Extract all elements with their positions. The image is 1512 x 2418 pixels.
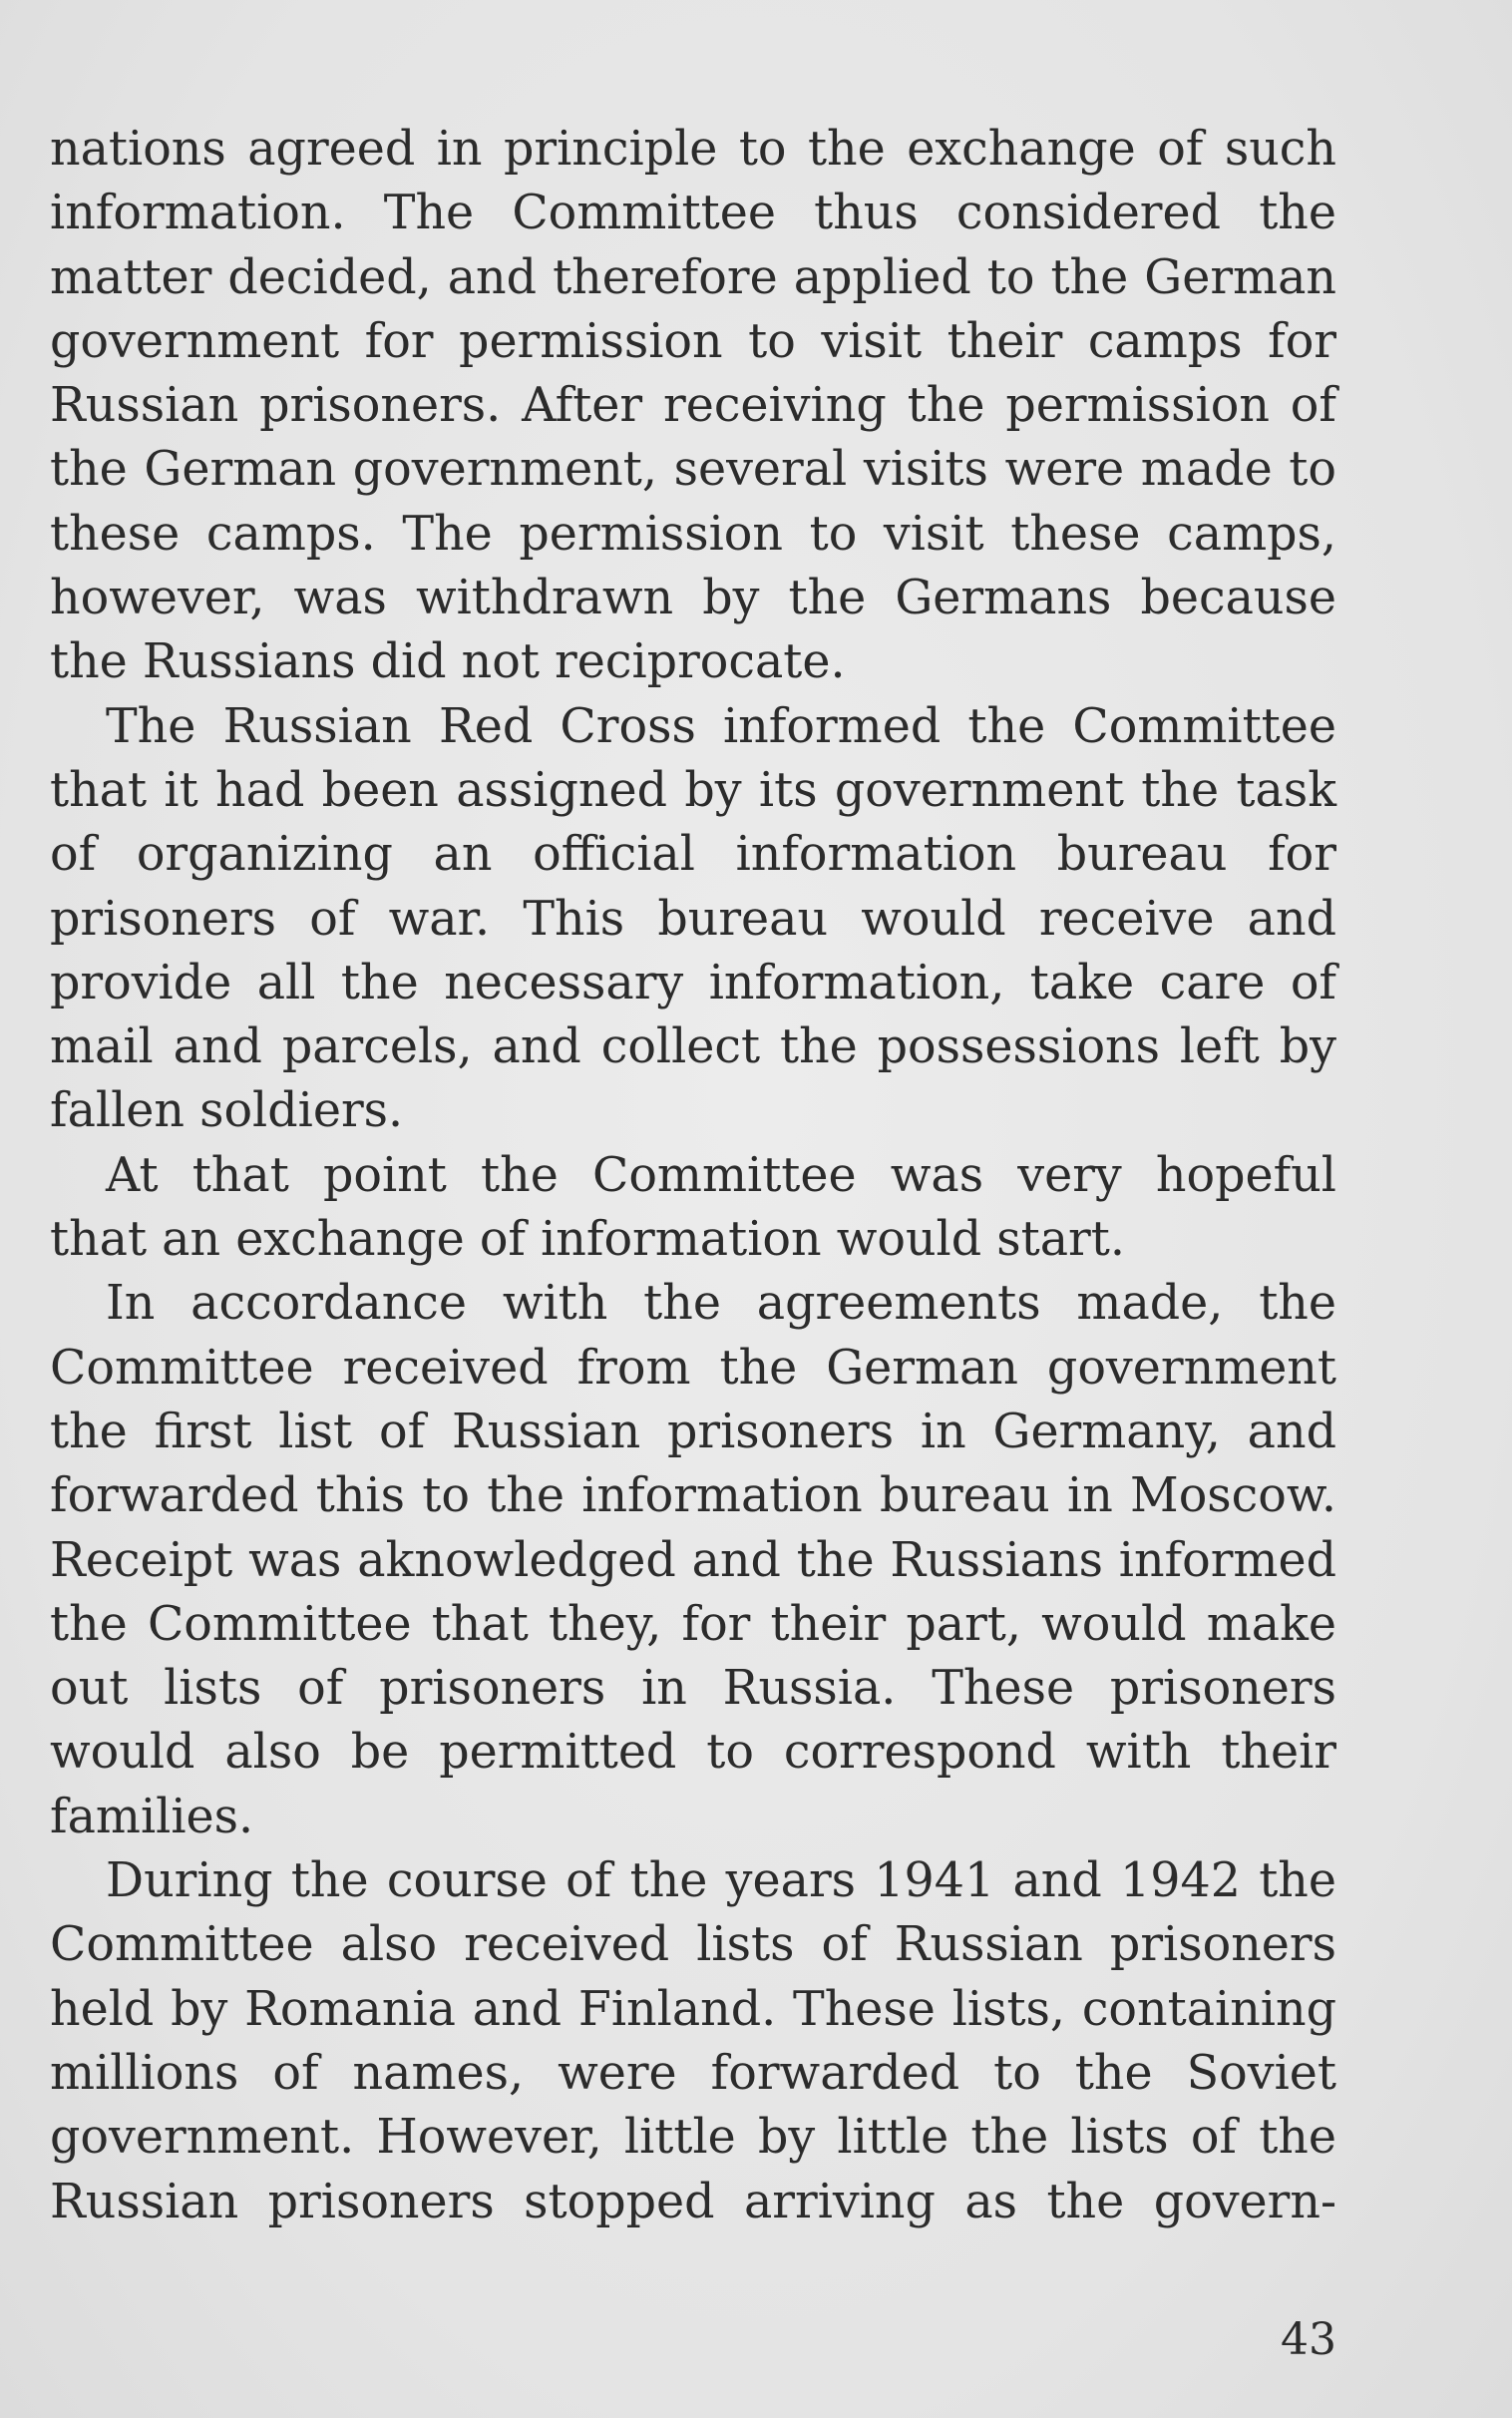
body-text	[50, 118, 1336, 2234]
text-line: Committee also received lists of Russian prisoners	[50, 1917, 1336, 1973]
text-line: information. The Committee thus considered the	[50, 186, 1336, 241]
page-number: 43	[1281, 2314, 1336, 2365]
text-line: At that point the Committee was very hopeful	[106, 1147, 1336, 1203]
text-line: millions of names, were forwarded to the Soviet	[50, 2045, 1336, 2101]
text-line: Russian prisoners stopped arriving as the govern-	[50, 2174, 1336, 2229]
text-line: that it had been assigned by its government the task	[50, 762, 1336, 818]
text-line: nations agreed in principle to the exchange of such	[50, 122, 1336, 177]
text-line: Receipt was aknowledged and the Russians informed	[50, 1532, 1336, 1588]
text-line: the first list of Russian prisoners in Germany, and	[50, 1404, 1336, 1459]
paragraph	[50, 1272, 1336, 1849]
paragraph	[50, 118, 1336, 695]
paragraph	[50, 695, 1336, 1144]
text-line: these camps. The permission to visit these camps,	[50, 506, 1336, 562]
text-line: of organizing an official information bureau for	[50, 827, 1336, 883]
text-line: matter decided, and therefore applied to the German	[50, 249, 1336, 305]
text-line: the Russians did not reciprocate.	[50, 634, 846, 690]
text-line: forwarded this to the information bureau in Moscow.	[50, 1468, 1336, 1524]
paragraph	[50, 1849, 1336, 2234]
text-line: During the course of the years 1941 and 1942 the	[106, 1853, 1336, 1909]
text-line: Russian prisoners. After receiving the permission of	[50, 378, 1336, 434]
text-line: however, was withdrawn by the Germans because	[50, 571, 1336, 626]
text-line: government for permission to visit their camps for	[50, 313, 1336, 369]
text-line: families.	[50, 1789, 254, 1844]
text-line: The Russian Red Cross informed the Committee	[106, 698, 1336, 754]
text-line: out lists of prisoners in Russia. These prisoners	[50, 1661, 1336, 1717]
text-line: mail and parcels, and collect the possessions left by	[50, 1019, 1336, 1075]
text-line: In accordance with the agreements made, the	[106, 1276, 1336, 1332]
text-line: fallen soldiers.	[50, 1083, 404, 1139]
text-line: provide all the necessary information, take care of	[50, 955, 1336, 1010]
text-line: held by Romania and Finland. These lists, containing	[50, 1981, 1336, 2037]
text-line: government. However, little by little the lists of the	[50, 2110, 1336, 2166]
paragraph	[50, 1144, 1336, 1273]
text-line: would also be permitted to correspond with their	[50, 1725, 1336, 1781]
text-line: the Committee that they, for their part, would make	[50, 1596, 1336, 1652]
text-line: the German government, several visits were made to	[50, 442, 1336, 498]
text-line: that an exchange of information would start.	[50, 1212, 1125, 1268]
text-line: prisoners of war. This bureau would receive and	[50, 891, 1336, 947]
text-line: Committee received from the German government	[50, 1340, 1336, 1396]
